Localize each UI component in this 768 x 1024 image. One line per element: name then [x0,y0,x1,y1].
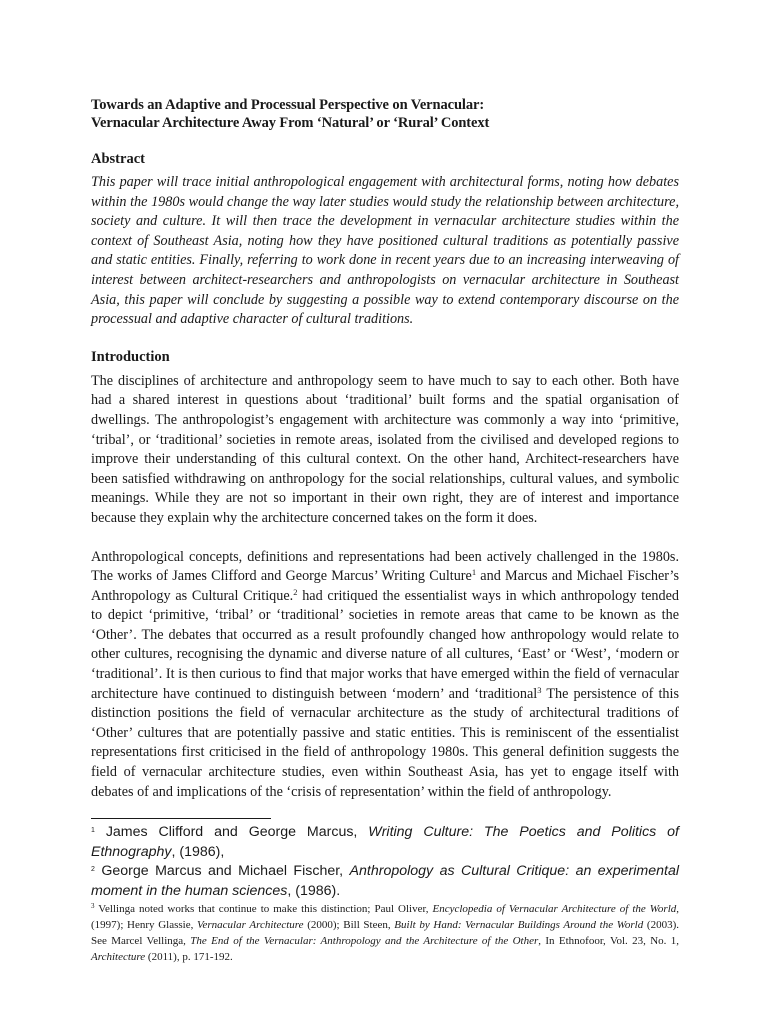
footnote-3 [91,901,679,965]
paper-title [91,96,679,132]
footnote-ref-2[interactable]: 2 [293,586,298,597]
footnote-text: , (1986), [171,843,225,860]
footnotes [91,823,679,965]
footnote-number: 1 [91,827,95,834]
introduction-paragraph-1: The disciplines of architecture and anthropology seem to have much to say to each other. Both have had a shared interest in questions about ‘traditional’ built forms and the spatial organisation of dwellings. The anthropologist’s engagement with architecture was commonly a way into ‘primitive, ‘tribal’, or ‘traditional’ societies in remote areas, isolated from the civilised and developed regions to improve their understanding of this cultural context. On the other hand, Architect-researchers have been satisfied withdrawing on anthropology for the social relationships, cultural values, and symbolic meanings. While they are not so important in their own right, they are of interest and importance because they explain why the architecture concerned takes on the form it does. [91,372,679,526]
footnote-title: The End of the Vernacular: Anthropology and the Architecture of the Other [190,935,539,948]
footnote-number: 3 [91,902,95,911]
footnote-text: (2003). See Marcel Vellinga, [91,919,679,948]
footnote-number: 2 [91,866,95,874]
footnote-1 [91,823,679,862]
footnote-separator [91,818,271,819]
footnote-text: James Clifford and George Marcus, [94,824,369,840]
footnote-title: Anthropology as Cultural Critique: an experimental moment in the human sciences [91,863,679,899]
footnote-title: Built by Hand: Vernacular Buildings Around the World [394,919,644,932]
footnote-text: , In Ethnofoor, Vol. 23, No. 1, [538,935,679,948]
paragraph-text: and Marcus and Michael Fischer’s Anthropology as Cultural Critique. [91,568,679,604]
footnote-ref-1[interactable]: 1 [471,567,477,578]
abstract-text: This paper will trace initial anthropological engagement with architectural forms, noting how debates within the 1980s would change the way later studies would study the relationship between architecture, society and culture. It will then trace the development in vernacular architecture studies within the context of Southeast Asia, noting how they have positioned cultural traditions as potentially passive and static entities. Finally, referring to work done in recent years due to an increasing interweaving of interest between architect-researchers and anthropologists on vernacular architecture in Southeast Asia, this paper will conclude by suggesting a possible way to extend contemporary discourse on the processual and adaptive character of cultural traditions. [91,174,679,328]
footnote-text: George Marcus and Michael Fischer, [94,863,350,880]
main-content [91,96,679,802]
footnote-text: , (1997); Henry Glassie, [91,903,679,932]
paragraph-text: The persistence of this distinction positions the field of vernacular architecture as the study of architectural traditions of ‘Other’ cultures that are potentially passive and static entities. This is reminiscent of the essentialist representations first criticised in the field of anthropology 1980s. This general definition suggests the field of vernacular architecture studies, even within Southeast Asia, has yet to engage itself with debates of and implications of the ‘crisis of representation’ within the field of anthropology. [91,685,679,800]
introduction-heading: Introduction [91,348,170,365]
footnote-text: Vellinga noted works that continue to make this distinction; Paul Oliver, [94,903,433,916]
paragraph-text: had critiqued the essentialist ways in which anthropology tended to depict ‘primitive, ‘tribal’ or ‘traditional’ societies in remote areas that came to be known as the ‘Other’. The debates that occurred as a result profoundly changed how anthropology would relate to other cultures, recognising the dynamic and diverse nature of all cultures, ‘East’ or ‘West’, ‘modern or ‘traditional’. It is then curious to find that major works that have emerged within the field of vernacular architecture have continued to distinguish between ‘modern’ and ‘traditional [91,587,679,702]
title-line-2: Vernacular Architecture Away From ‘Natural’ or ‘Rural’ Context [91,115,490,131]
introduction-paragraph-2 [91,548,679,803]
title-line-1: Towards an Adaptive and Processual Perspective on Vernacular: [91,97,485,113]
footnote-2 [91,862,679,901]
footnote-title: Writing Culture: The Poetics and Politics of Ethnography [91,824,679,860]
footnote-title: Vernacular Architecture [197,919,304,932]
abstract-heading: Abstract [91,151,145,167]
footnote-text: , (1986). [287,882,341,899]
footnote-text: (2000); Bill Steen, [303,919,395,932]
footnote-text: (2011), p. 171-192. [145,951,233,964]
footnote-ref-3[interactable]: 3 [537,684,542,695]
footnote-title: Architecture [91,951,146,964]
footnote-title: Encyclopedia of Vernacular Architecture of the World [432,903,677,916]
paragraph-text: Anthropological concepts, definitions and representations had been actively challenged in the 1980s. The works of James Clifford and George Marcus’ Writing Culture [91,548,679,585]
